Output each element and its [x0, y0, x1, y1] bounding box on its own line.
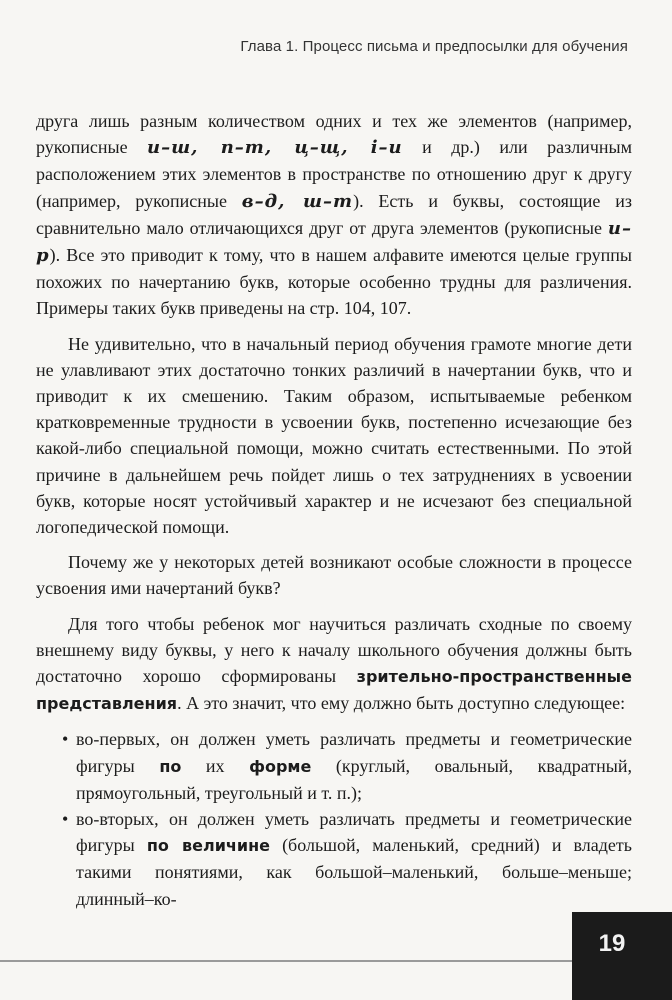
list-item	[62, 726, 632, 806]
text-run: и др.) или различным расположением этих элементов в пространстве по отношению друг к другу (например, рукописные	[36, 137, 632, 211]
footer-rule	[0, 960, 572, 962]
handwritten-letters: в–д, ш–т	[241, 190, 354, 212]
page-number-box	[572, 912, 672, 1000]
bold-term: зрительно-пространственные представления	[36, 667, 632, 714]
bullet-icon: •	[62, 729, 69, 750]
bold-term: форме	[249, 756, 312, 776]
text-run: их	[181, 755, 250, 776]
text-run: друга лишь разным количеством одних и тех же элементов (например, рукописные	[36, 111, 632, 158]
text-run: ). Есть и буквы, состоящие из сравнительно мало отличающихся друг от друга элементов (рукописные	[36, 190, 633, 238]
text-run: . А это значит, что ему должно быть доступно следующее:	[177, 693, 626, 714]
running-header: Глава 1. Процесс письма и предпосылки для обучения	[240, 38, 628, 55]
text-run: (круглый, овальный, квадратный, прямоугольный, треугольный и т. п.);	[76, 755, 632, 803]
bullet-icon: •	[62, 809, 69, 830]
bold-term: по	[159, 756, 182, 776]
handwritten-letters: и–ш, п–т, ц–щ, і–и	[147, 137, 403, 159]
list-item	[62, 806, 632, 912]
text-run: Для того чтобы ребенок мог научиться различать сходные по своему внешнему виду буквы, у него к началу школьного обучения должны быть достаточно хорошо сформированы	[36, 613, 632, 687]
paragraph-3: Почему же у некоторых детей возникают особые сложности в процессе усвоения ими начертаний букв?	[36, 552, 632, 599]
bold-term: по величине	[146, 836, 271, 856]
page-number: 19	[598, 930, 626, 957]
paragraph-1	[36, 108, 632, 322]
text-run: во-первых, он должен уметь различать предметы и геометрические фигуры	[76, 729, 632, 776]
paragraph-4	[36, 611, 632, 718]
handwritten-letters: и–р	[36, 217, 632, 267]
paragraph-2: Не удивительно, что в начальный период обучения грамоте многие дети не улавливают этих достаточно тонких различий в начертании букв, что и приводит к их смешению. Таким образом, испытываемые ребенком кратковременные трудности в усвоении букв, постепенно исчезающие без какой-либо специальной помощи, можно считать естественными. По этой причине в дальнейшем речь пойдет лишь о тех затруднениях в усвоении букв, которые носят устойчивый характер и не исчезают без специальной логопедической помощи.	[36, 333, 632, 538]
body-text	[36, 108, 632, 912]
bullet-list	[36, 726, 632, 911]
text-run: во-вторых, он должен уметь различать предметы и геометрические фигуры	[76, 809, 632, 856]
text-run: ). Все это приводит к тому, что в нашем алфавите имеются целые группы похожих по начертанию букв, которые особенно трудны для различения. Примеры таких букв приведены на стр. 104, 107.	[36, 245, 632, 319]
text-run: (большой, маленький, средний) и владеть такими понятиями, как большой–маленький, больше–меньше; длинный–ко-	[76, 835, 632, 909]
